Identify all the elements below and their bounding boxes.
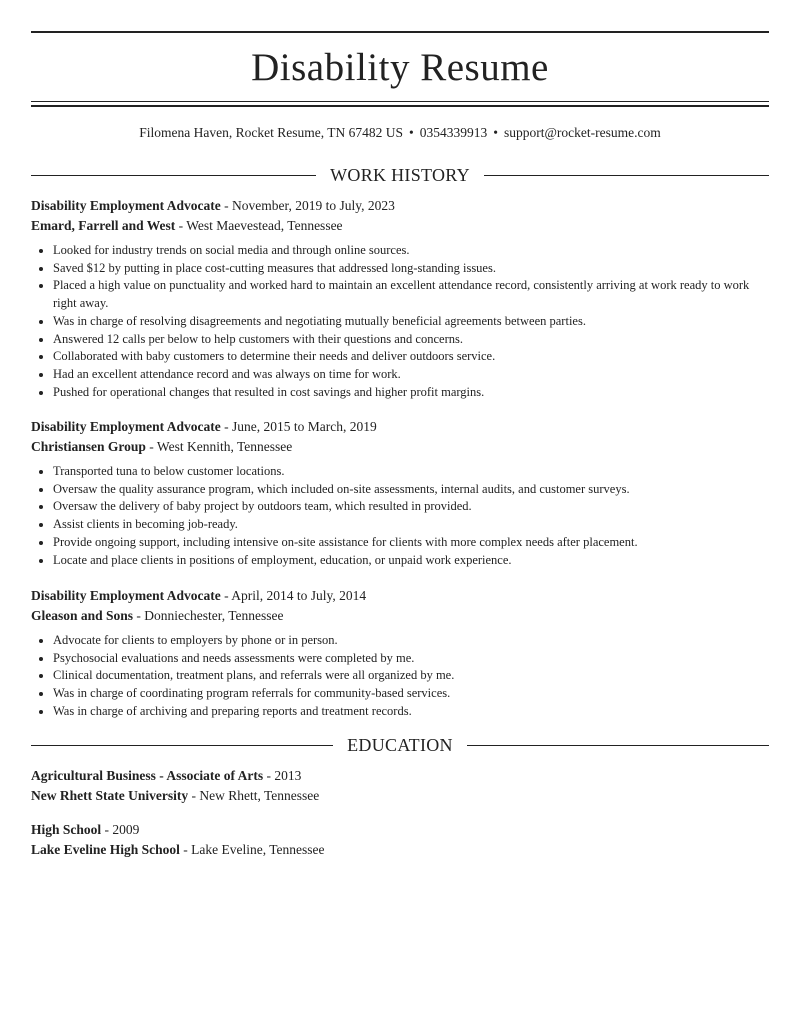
job-dates: November, 2019 to July, 2023: [232, 198, 395, 213]
job-dates: June, 2015 to March, 2019: [232, 419, 377, 434]
job-bullets: [31, 242, 769, 401]
job-role: Disability Employment Advocate: [31, 198, 221, 213]
job-bullet: • Was in charge of archiving and preparing reports and treatment records.: [53, 703, 769, 721]
section-title-work-history: WORK HISTORY: [316, 165, 484, 185]
job-bullet: • Saved $12 by putting in place cost-cutting measures that addressed long-standing issues.: [53, 260, 769, 278]
job-bullet: • Psychosocial evaluations and needs assessments were completed by me.: [53, 650, 769, 668]
job-bullet: • Answered 12 calls per below to help customers with their questions and concerns.: [53, 331, 769, 349]
job-bullets: [31, 632, 769, 721]
contact-email: support@rocket-resume.com: [503, 125, 661, 140]
job-bullet: • Clinical documentation, treatment plans, and referrals were all organized by me.: [53, 667, 769, 685]
job-bullet: • Provide ongoing support, including intensive on-site assistance for clients with more complex needs after placement.: [53, 534, 769, 552]
education-year: 2009: [112, 822, 140, 837]
job-entry: Disability Employment Advocate - November, 2019 to July, 2023 Emard, Farrell and West - West Maevestead, Tennessee • Looked for industry trends on social media and through online sources. • Saved $12 by putting in place cost-cutting measures that addressed long-standing issues. • Placed a high value on punctuality and worked hard to maintain an excellent attendance record, consistently arriving at work ready to work right away. • Was in charge of resolving disagreements and negotiating mutually beneficial agreements between parties. • Answered 12 calls per below to help customers with their questions and concerns. • Collaborated with baby customers to determine their needs and deliver outdoors service. • Had an excellent attendance record and was always on time for work. • Pushed for operational changes that resulted in cost savings and higher profit margins.: [31, 196, 769, 401]
education-school: New Rhett State University: [31, 787, 189, 803]
education-heading: [31, 735, 769, 755]
education-location: Lake Eveline, Tennessee: [191, 841, 325, 857]
education-entry: Agricultural Business - Associate of Arts - 2013 New Rhett State University - New Rhett, Tennessee: [31, 768, 320, 803]
top-rule: [31, 31, 769, 33]
job-bullet: • Transported tuna to below customer locations.: [53, 463, 769, 481]
job-bullets: [31, 463, 769, 569]
contact-separator: •: [408, 125, 414, 140]
title-double-rule: [31, 101, 769, 107]
education-entry: High School - 2009 Lake Eveline High School - Lake Eveline, Tennessee: [31, 822, 325, 857]
job-bullet: • Advocate for clients to employers by phone or in person.: [53, 632, 769, 650]
page-title: Disability Resume: [251, 46, 549, 89]
contact-phone: 0354339913: [419, 125, 488, 140]
job-role: Disability Employment Advocate: [31, 588, 221, 603]
job-role: Disability Employment Advocate: [31, 419, 221, 434]
job-bullet: • Looked for industry trends on social media and through online sources.: [53, 242, 769, 260]
job-bullet: • Locate and place clients in positions of employment, education, or unpaid work experience.: [53, 552, 769, 570]
section-title-education: EDUCATION: [333, 735, 467, 755]
education-year: 2013: [274, 768, 302, 783]
job-bullet: • Collaborated with baby customers to determine their needs and deliver outdoors service.: [53, 348, 769, 366]
job-bullet: • Placed a high value on punctuality and worked hard to maintain an excellent attendance record, consistently arriving at work ready to work right away.: [53, 277, 769, 312]
education-school: Lake Eveline High School: [31, 841, 180, 857]
job-location: West Kennith, Tennessee: [156, 438, 293, 454]
job-entry: Disability Employment Advocate - April, 2014 to July, 2014 Gleason and Sons - Donniechester, Tennessee • Advocate for clients to employers by phone or in person. • Psychosocial evaluations and needs assessments were completed by me. • Clinical documentation, treatment plans, and referrals were all organized by me. • Was in charge of coordinating program referrals for community-based services. • Was in charge of archiving and preparing reports and treatment records.: [31, 586, 769, 721]
job-company: Gleason and Sons: [31, 607, 134, 623]
contact-line: [0, 124, 800, 142]
education-location: New Rhett, Tennessee: [199, 787, 320, 803]
job-company: Christiansen Group: [31, 438, 146, 454]
contact-separator: •: [493, 125, 498, 140]
job-bullet: • Was in charge of coordinating program referrals for community-based services.: [53, 685, 769, 703]
job-bullet: • Was in charge of resolving disagreements and negotiating mutually beneficial agreements between parties.: [53, 313, 769, 331]
job-bullet: • Assist clients in becoming job-ready.: [53, 516, 769, 534]
job-entry: Disability Employment Advocate - June, 2015 to March, 2019 Christiansen Group - West Kennith, Tennessee • Transported tuna to below customer locations. • Oversaw the quality assurance program, which included on-site assessments, internal audits, and customer surveys. • Oversaw the delivery of baby project by outdoors team, which resulted in provided. • Assist clients in becoming job-ready. • Provide ongoing support, including intensive on-site assistance for clients with more complex needs after placement. • Locate and place clients in positions of employment, education, or unpaid work experience.: [31, 417, 769, 569]
job-bullet: • Oversaw the quality assurance program, which included on-site assessments, internal audits, and customer surveys.: [53, 481, 769, 499]
education-degree: High School: [31, 822, 102, 837]
job-bullet: • Pushed for operational changes that resulted in cost savings and higher profit margins.: [53, 384, 769, 402]
education-degree: Agricultural Business - Associate of Arts: [31, 768, 264, 783]
job-bullet: • Had an excellent attendance record and was always on time for work.: [53, 366, 769, 384]
job-location: West Maevestead, Tennessee: [186, 217, 343, 233]
job-dates: April, 2014 to July, 2014: [231, 588, 367, 603]
work-history-heading: [31, 165, 769, 185]
job-location: Donniechester, Tennessee: [144, 607, 284, 623]
job-bullet: • Oversaw the delivery of baby project by outdoors team, which resulted in provided.: [53, 498, 769, 516]
contact-address: Filomena Haven, Rocket Resume, TN 67482 US: [139, 125, 403, 140]
job-company: Emard, Farrell and West: [31, 217, 176, 233]
